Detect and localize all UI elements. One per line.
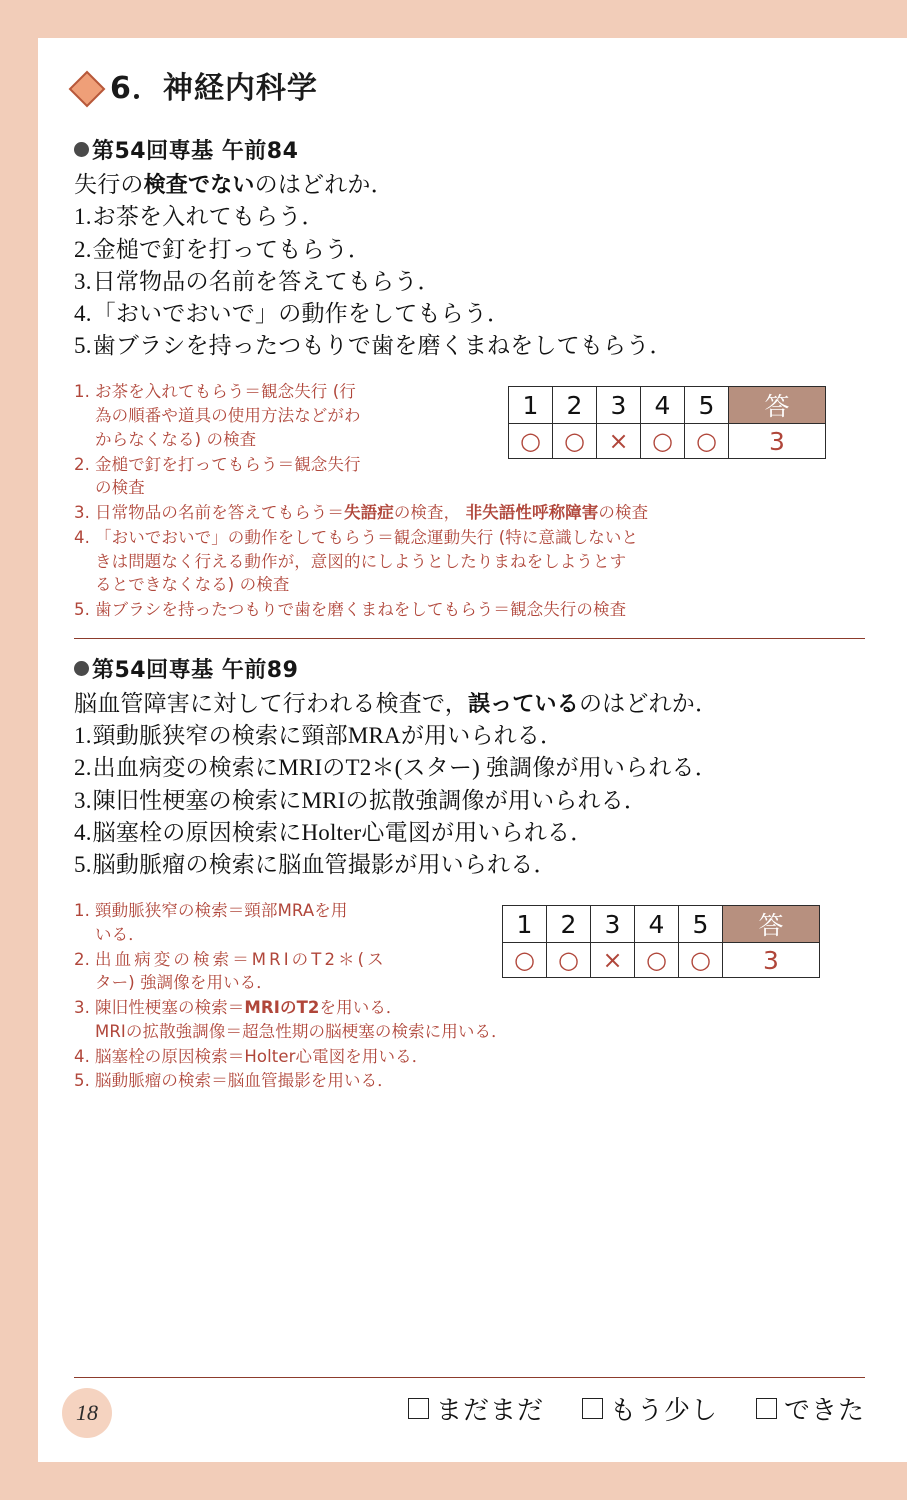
- explanation-post: を用いる．: [319, 998, 403, 1018]
- answer-mark: ○: [679, 943, 723, 978]
- explanation-line: の検査: [95, 478, 145, 498]
- answer-col-header: 5: [685, 387, 729, 424]
- answer-label-header: 答: [729, 387, 826, 424]
- explanation-wrap-2: [74, 899, 865, 1093]
- explanation-item: [74, 526, 865, 597]
- answer-col-header: 1: [509, 387, 553, 424]
- answer-mark: ×: [591, 943, 635, 978]
- choice-number: 3.: [74, 787, 92, 813]
- explanation-line: るとできなくなる) の検査: [95, 575, 290, 595]
- answer-mark: ○: [553, 424, 597, 459]
- choice-text: 日常物品の名前を答えてもらう．: [92, 268, 441, 294]
- explanation-line: 為の順番や道具の使用方法などがわ: [95, 406, 361, 426]
- question-heading-2: [74, 653, 865, 684]
- choice-list-1: [74, 201, 865, 362]
- choice-text: 頸動脈狭窄の検索に頸部MRAが用いられる．: [92, 723, 564, 749]
- bullet-icon: [74, 142, 89, 157]
- page-number: 18: [62, 1388, 112, 1438]
- answer-col-header: 2: [553, 387, 597, 424]
- explanation-number: 2.: [74, 454, 90, 474]
- explanation-item: [74, 380, 462, 451]
- explanation-number: 5.: [74, 600, 90, 620]
- explanation-text: [95, 453, 462, 501]
- stem-post: のはどれか．: [254, 172, 394, 197]
- explanation-line: 出血病変の検索＝MRIのT2＊(ス: [95, 949, 387, 969]
- choice-item: [74, 330, 865, 362]
- answer-col-header: 4: [635, 906, 679, 943]
- explanation-number: 2.: [74, 949, 90, 969]
- self-assessment-checkboxes: [408, 1390, 865, 1427]
- choice-item: [74, 266, 865, 298]
- explanation-line: MRIの拡散強調像＝超急性期の脳梗塞の検索に用いる．: [95, 1021, 508, 1041]
- footer-divider: [74, 1377, 865, 1378]
- explanation-mid: の検査，: [393, 503, 461, 523]
- choice-text: 歯ブラシを持ったつもりで歯を磨くまねをしてもらう．: [92, 333, 673, 359]
- answer-label-header: 答: [723, 906, 820, 943]
- answer-table-2: [502, 905, 820, 978]
- question-block-1: [74, 134, 865, 622]
- answer-table-1: [508, 386, 826, 459]
- choice-text: 脳動脈瘤の検索に脳血管撮影が用いられる．: [92, 851, 557, 877]
- choice-item: [74, 752, 865, 784]
- explanation-item: [74, 996, 865, 1044]
- section-divider: [74, 638, 865, 639]
- choice-item: [74, 817, 865, 849]
- explanation-line: ター) 強調像を用いる．: [95, 973, 273, 993]
- choice-number: 4.: [74, 819, 92, 845]
- explanation-number: 4.: [74, 1046, 90, 1066]
- explanation-text: 脳塞栓の原因検索＝Holter心電図を用いる．: [95, 1046, 429, 1066]
- chapter-title-row: [74, 38, 865, 104]
- choice-number: 5.: [74, 333, 92, 359]
- explanation-text: [95, 526, 865, 597]
- page-footer: [38, 1382, 865, 1442]
- checkbox-item-3[interactable]: [756, 1390, 865, 1427]
- answer-col-header: 3: [591, 906, 635, 943]
- bullet-icon: [74, 661, 89, 676]
- checkbox-item-2[interactable]: [582, 1390, 718, 1427]
- choice-text: 金槌で釘を打ってもらう．: [92, 236, 372, 262]
- answer-col-header: 1: [503, 906, 547, 943]
- choice-item: [74, 849, 865, 881]
- choice-number: 5.: [74, 851, 92, 877]
- explanation-text: [95, 996, 865, 1044]
- explanation-item: [74, 948, 462, 996]
- explanation-line: 金槌で釘を打ってもらう＝観念失行: [95, 454, 361, 474]
- checkbox-label: まだまだ: [435, 1396, 544, 1425]
- answer-mark: ○: [641, 424, 685, 459]
- question-stem-1: [74, 169, 865, 201]
- explanation-item: [74, 501, 865, 525]
- answer-mark: ○: [503, 943, 547, 978]
- explanation-bold: 非失語性呼称障害: [465, 503, 599, 523]
- choice-number: 1.: [74, 204, 92, 230]
- diamond-icon: [69, 71, 106, 108]
- answer-value: 3: [723, 943, 820, 978]
- page-title: 6．神経内科学: [110, 71, 318, 106]
- question-heading-label: 第54回専基 午前84: [92, 139, 299, 164]
- stem-post: のはどれか．: [578, 690, 719, 716]
- explanation-item: [74, 1045, 865, 1069]
- explanation-line: 「おいでおいで」の動作をしてもらう＝観念運動失行 (特に意識しないと: [95, 527, 639, 547]
- answer-col-header: 2: [547, 906, 591, 943]
- choice-text: 「おいでおいで」の動作をしてもらう．: [92, 300, 511, 326]
- answer-mark: ○: [509, 424, 553, 459]
- explanation-item: [74, 453, 462, 501]
- explanation-text: 脳動脈瘤の検索＝脳血管撮影を用いる．: [95, 1071, 394, 1091]
- stem-pre: 失行の: [74, 172, 144, 197]
- explanation-number: 1.: [74, 901, 90, 921]
- explanation-text: 歯ブラシを持ったつもりで歯を磨くまねをしてもらう＝観念失行の検査: [95, 600, 627, 620]
- explanation-line: [95, 996, 865, 1020]
- answer-table-header-row: [509, 387, 826, 424]
- stem-pre: 脳血管障害に対して行われる検査で，: [74, 690, 468, 716]
- choice-item: [74, 298, 865, 330]
- explanation-text: [95, 948, 462, 996]
- explanation-text: [95, 899, 462, 947]
- explanation-item: [74, 598, 865, 622]
- content-inner: [74, 38, 865, 1462]
- content-sheet: [38, 38, 907, 1462]
- explanation-item: [74, 1069, 865, 1093]
- explanation-bold: 失語症: [344, 503, 394, 523]
- choice-item: [74, 720, 865, 752]
- question-block-2: [74, 653, 865, 1093]
- choice-number: 2.: [74, 236, 92, 262]
- choice-item: [74, 201, 865, 233]
- explanation-number: 3.: [74, 503, 90, 523]
- explanation-text: [95, 501, 865, 525]
- choice-number: 1.: [74, 723, 92, 749]
- explanation-line: お茶を入れてもらう＝観念失行 (行: [95, 382, 356, 402]
- explanation-pre: 日常物品の名前を答えてもらう＝: [95, 503, 344, 523]
- choice-text: 脳塞栓の原因検索にHolter心電図が用いられる．: [92, 819, 594, 845]
- explanation-number: 5.: [74, 1071, 90, 1091]
- explanation-pre: 陳旧性梗塞の検索＝: [95, 998, 245, 1018]
- answer-col-header: 3: [597, 387, 641, 424]
- explanation-wrap-1: [74, 380, 865, 622]
- answer-value: 3: [729, 424, 826, 459]
- choice-text: 陳旧性梗塞の検索にMRIの拡散強調像が用いられる．: [92, 787, 648, 813]
- answer-mark: ○: [685, 424, 729, 459]
- explanation-line: きは問題なく行える動作が，意図的にしようとしたりまねをしようとす: [95, 551, 627, 571]
- checkbox-icon[interactable]: [756, 1398, 777, 1419]
- checkbox-label: できた: [783, 1396, 865, 1425]
- choice-number: 3.: [74, 268, 92, 294]
- answer-mark: ×: [597, 424, 641, 459]
- explanation-line: いる．: [95, 924, 145, 944]
- choice-item: [74, 234, 865, 266]
- answer-col-header: 4: [641, 387, 685, 424]
- checkbox-item-1[interactable]: [408, 1390, 544, 1427]
- explanation-number: 3.: [74, 998, 90, 1018]
- answer-col-header: 5: [679, 906, 723, 943]
- answer-table-header-row: [503, 906, 820, 943]
- explanation-bold: MRIのT2: [244, 998, 320, 1018]
- choice-item: [74, 785, 865, 817]
- answer-table-mark-row: [503, 943, 820, 978]
- checkbox-icon[interactable]: [582, 1398, 603, 1419]
- question-heading-label: 第54回専基 午前89: [92, 657, 299, 683]
- checkbox-label: もう少し: [609, 1396, 718, 1425]
- question-heading-1: [74, 134, 865, 165]
- explanation-post: の検査: [598, 503, 649, 523]
- checkbox-icon[interactable]: [408, 1398, 429, 1419]
- explanation-number: 1.: [74, 382, 90, 402]
- choice-number: 4.: [74, 300, 92, 326]
- answer-table-mark-row: [509, 424, 826, 459]
- answer-mark: ○: [547, 943, 591, 978]
- explanation-item: [74, 899, 462, 947]
- answer-mark: ○: [635, 943, 679, 978]
- explanation-text: [95, 380, 462, 451]
- choice-text: お茶を入れてもらう．: [92, 204, 325, 230]
- choice-list-2: [74, 720, 865, 881]
- explanation-line: からなくなる) の検査: [95, 429, 257, 449]
- question-stem-2: [74, 688, 865, 720]
- explanation-number: 4.: [74, 527, 90, 547]
- explanation-line: 頸動脈狭窄の検索＝頸部MRAを用: [95, 901, 348, 921]
- stem-bold: 検査でない: [143, 173, 255, 198]
- stem-bold: 誤っている: [467, 691, 579, 717]
- choice-number: 2.: [74, 755, 92, 781]
- choice-text: 出血病変の検索にMRIのT2＊(スター) 強調像が用いられる．: [92, 755, 718, 781]
